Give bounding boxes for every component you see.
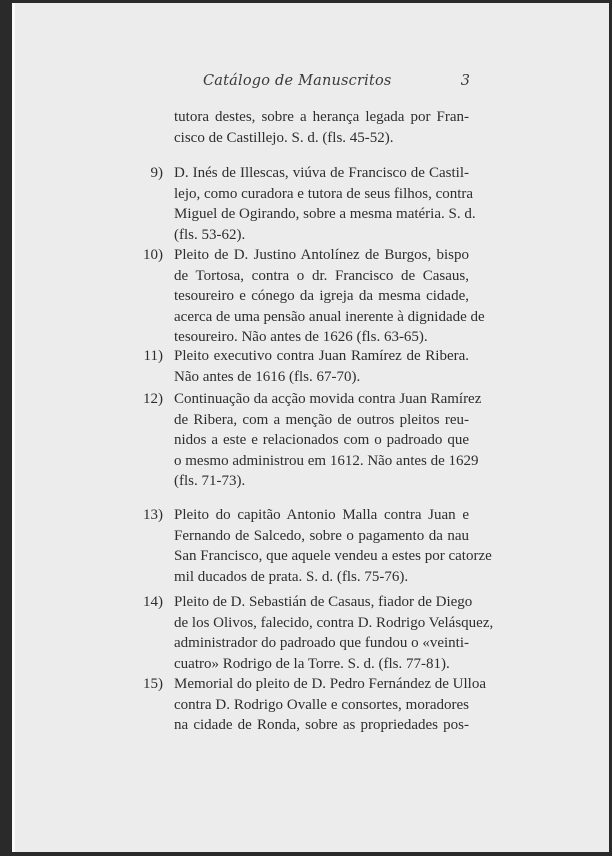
text-line: (fls. 53-62). — [174, 226, 246, 243]
text-line: administrador do padroado que fundou o «veinti- — [174, 635, 469, 651]
text-line: cisco de Castillejo. S. d. (fls. 45-52). — [174, 129, 394, 146]
text-line: de Tortosa, contra o dr. Francisco de Casaus, — [174, 267, 469, 284]
text-line: tesoureiro. Não antes de 1626 (fls. 63-65). — [174, 329, 428, 345]
running-title: Catálogo de Manuscritos — [203, 73, 392, 89]
text-line: D. Inés de Illescas, viúva de Francisco de Castil- — [174, 165, 469, 181]
text-line: de Ribera, com a menção de outros pleitos reu- — [174, 411, 469, 428]
entry-number: 12) — [143, 391, 163, 407]
entry-text — [174, 346, 469, 387]
entry-number: 13) — [143, 507, 163, 523]
text-line: San Francisco, que aquele vendeu a estes por catorze — [174, 548, 492, 564]
text-line: tutora destes, sobre a herança legada por Fran- — [174, 109, 469, 125]
entry-number: 14) — [143, 594, 163, 610]
text-line: Pleito do capitão Antonio Malla contra Juan e — [174, 507, 469, 523]
text-line: Continuação da acção movida contra Juan Ramírez — [174, 391, 482, 407]
text-line: de los Olivos, falecido, contra D. Rodrigo Velásquez, — [174, 614, 494, 631]
text-line: lejo, como curadora e tutora de seus filhos, contra — [174, 185, 474, 202]
text-line: Não antes de 1616 (fls. 67-70). — [174, 368, 361, 385]
entry-text — [174, 389, 482, 492]
text-line: (fls. 71-73). — [174, 473, 246, 489]
text-line: nidos a este e relacionados com o padroado que — [174, 432, 469, 448]
continuation-paragraph — [174, 107, 469, 148]
entry-text — [174, 674, 486, 736]
text-line: Memorial do pleito de D. Pedro Fernández de Ulloa — [174, 676, 486, 692]
text-line: Miguel de Ogirando, sobre a mesma matéria. S. d. — [174, 206, 476, 222]
entry-number: 10) — [143, 247, 163, 263]
text-line: Pleito de D. Justino Antolínez de Burgos, bispo — [174, 247, 469, 263]
text-line: cuatro» Rodrigo de la Torre. S. d. (fls. 77-81). — [174, 655, 450, 672]
entry-text — [174, 163, 476, 245]
text-line: acerca de uma pensão anual inerente à dignidade de — [174, 308, 485, 325]
text-line: tesoureiro e cónego da igreja da mesma cidade, — [174, 288, 469, 304]
entry-text — [174, 245, 485, 348]
page-number: 3 — [460, 73, 470, 89]
book-page — [12, 3, 609, 852]
entry-text — [174, 592, 494, 674]
text-line: Pleito executivo contra Juan Ramírez de Ribera. — [174, 348, 469, 364]
text-line: o mesmo administrou em 1612. Não antes de 1629 — [174, 452, 479, 469]
entry-number: 15) — [143, 676, 163, 692]
entry-number: 9) — [150, 165, 163, 181]
text-line: na cidade de Ronda, sobre as propriedades pos- — [174, 717, 469, 733]
text-line: Fernando de Salcedo, sobre o pagamento da nau — [174, 527, 469, 544]
text-line: mil ducados de prata. S. d. (fls. 75-76). — [174, 568, 409, 585]
text-line: Pleito de D. Sebastián de Casaus, fiador de Diego — [174, 594, 473, 610]
entry-text — [174, 505, 492, 587]
entry-number: 11) — [143, 348, 163, 364]
text-line: contra D. Rodrigo Ovalle e consortes, moradores — [174, 696, 469, 713]
